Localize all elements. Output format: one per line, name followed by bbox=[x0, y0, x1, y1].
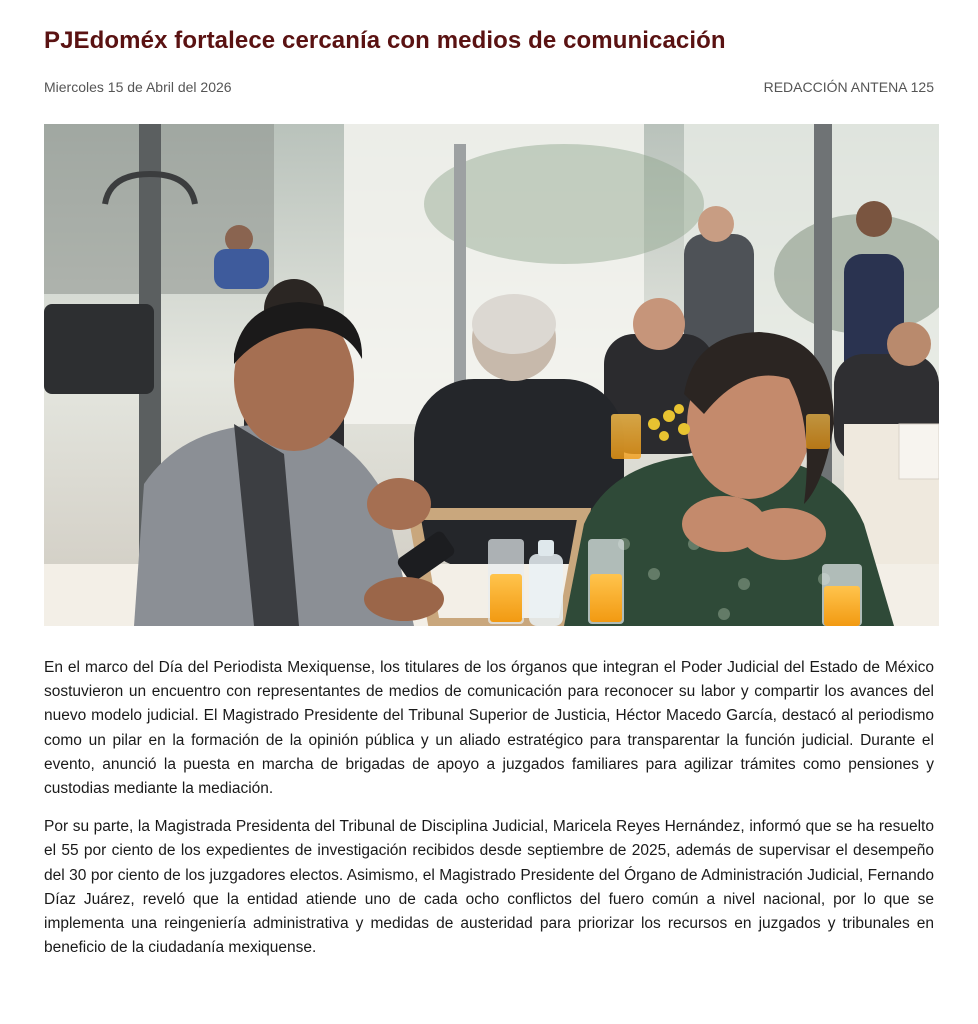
article-title: PJEdoméx fortalece cercanía con medios de comunicación bbox=[44, 27, 726, 54]
article-meta bbox=[44, 78, 934, 96]
event-photo-illustration bbox=[44, 124, 939, 626]
article-paragraph-2: Por su parte, la Magistrada Presidenta del Tribunal de Disciplina Judicial, Maricela Reyes Hernández, informó que se ha resuelto el 55 por ciento de los expedientes de investigación recibidos desde septiembre de 2025, además de supervisar el desempeño del 30 por ciento de los juzgadores electos. Asimismo, el Magistrado Presidente del Órgano de Administración Judicial, Fernando Díaz Juárez, reveló que la entidad atiende uno de cada ocho conflictos del fuero común a nivel nacional, por lo que se implementa una reingeniería administrativa y medidas de austeridad para priorizar los recursos en juzgados y tribunales en beneficio de la ciudadanía mexiquense. bbox=[44, 818, 934, 957]
article-date: Miercoles 15 de Abril del 2026 bbox=[44, 79, 232, 95]
article-body bbox=[44, 656, 934, 960]
article-paragraph-1: En el marco del Día del Periodista Mexiquense, los titulares de los órganos que integran el Poder Judicial del Estado de México sostuvieron un encuentro con representantes de medios de comunicación para reconocer su labor y compartir los avances del nuevo modelo judicial. El Magistrado Presidente del Tribunal Superior de Justicia, Héctor Macedo García, destacó al periodismo como un pilar en la formación de la opinión pública y un aliado estratégico para transparentar la función judicial. Durante el evento, anunció la puesta en marcha de brigadas de apoyo a juzgados familiares para agilizar trámites como pensiones y custodias mediante la mediación. bbox=[44, 659, 934, 798]
article-photo bbox=[44, 124, 939, 626]
article-author: REDACCIÓN ANTENA 125 bbox=[763, 79, 934, 95]
